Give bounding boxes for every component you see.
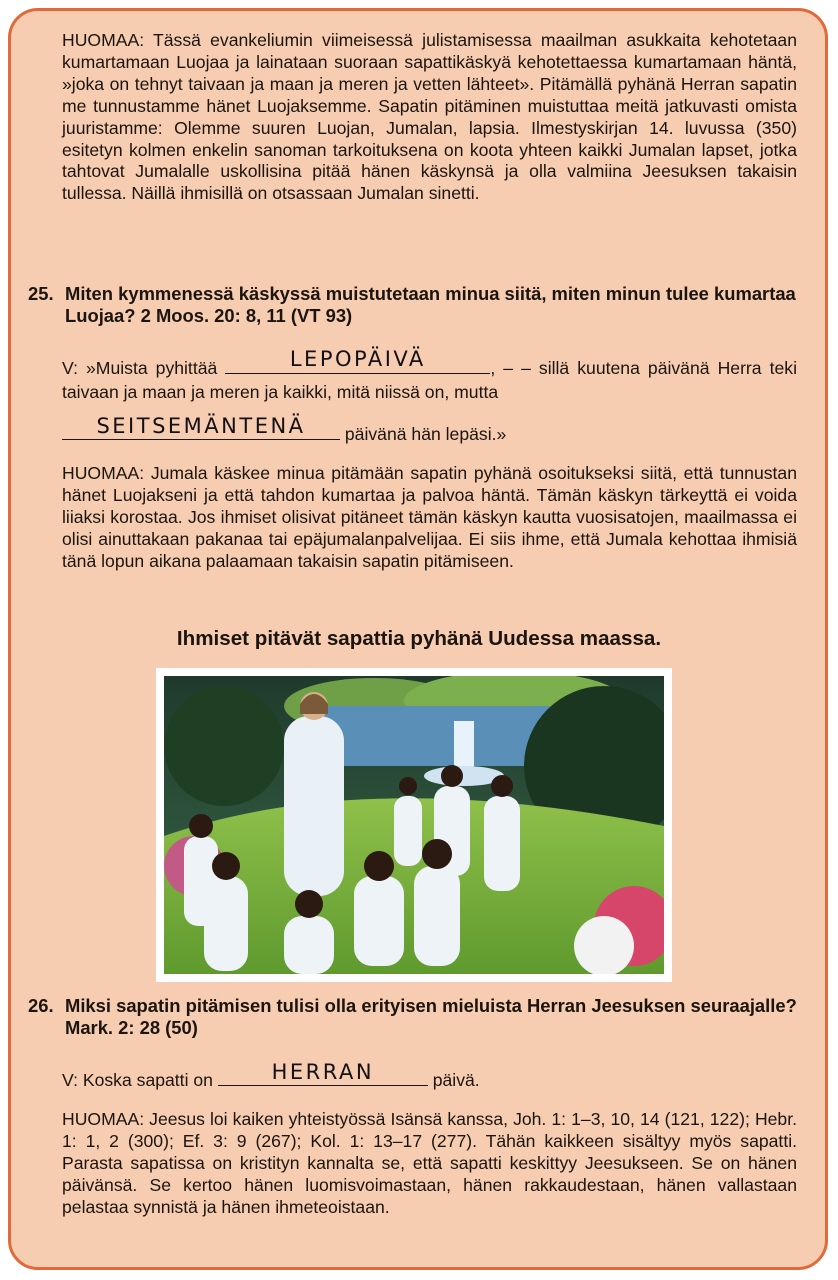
handwritten-answer-3: HERRAN: [271, 1060, 375, 1084]
answer-25-prefix: V: »Muista pyhittää: [62, 358, 218, 378]
answer-26-blank: [218, 1060, 428, 1086]
answer-26-prefix: V: Koska sapatti on: [62, 1070, 213, 1090]
answer-25-suffix: päivänä hän lepäsi.»: [344, 424, 507, 444]
question-26: [28, 995, 803, 1039]
illustration-caption: Ihmiset pitävät sapattia pyhänä Uudessa maassa.: [176, 627, 662, 650]
handwritten-answer-2: SEITSEMÄNTENÄ: [96, 414, 306, 438]
note-paragraph-2: HUOMAA: Jumala käskee minua pitämään sapatin pyhänä osoitukseksi siitä, että tunnustan hänet Luojakseni ja että tahdon kumartaa ja palvoa häntä. Tämän käskyn tärkeyttä ei voida liiaksi korostaa. Jos ihmiset olisivat pitäneet tämän käskyn kautta vuosisatojen, maailmassa ei olisi ainuttakaan pakanaa tai epäjumalanpalvelijaa. Ei siis ihme, että Jumala kehottaa ihmisiä tänä lopun aikana palaamaan takaisin sapatin pitämiseen.: [62, 463, 797, 571]
answer-25-blank-2: [62, 414, 340, 440]
question-25-text: Miten kymmenessä käskyssä muistutetaan minua siitä, miten minun tulee kumartaa Luojaa? 2 Moos. 20: 8, 11 (VT 93): [65, 283, 796, 326]
question-25: [28, 283, 803, 327]
note-paragraph-3: HUOMAA: Jeesus loi kaiken yhteistyössä Isänsä kanssa, Joh. 1: 1–3, 10, 14 (121, 122); Hebr. 1: 1, 2 (300); Ef. 3: 9 (267); Kol. 1: 13–17 (277). Tähän kaikkeen sisältyy myös sapatti. Parasta sapatissa on kristityn kannalta se, että sapatti keskittyy Jeesukseen. Se on hänen päivänsä. Se kertoo hänen luomisvoimastaan, hänen rakkaudestaan, hänen vallastaan pelastaa synnistä ja hänen ihmeteoistaan.: [62, 1109, 797, 1217]
question-26-text: Miksi sapatin pitämisen tulisi olla erityisen mieluista Herran Jeesuksen seuraajalle? Mark. 2: 28 (50): [65, 995, 797, 1038]
illustration-jesus-with-children: [164, 676, 664, 974]
answer-26-line: [62, 1060, 480, 1091]
answer-26-suffix: päivä.: [432, 1070, 480, 1090]
illustration-frame: [156, 668, 672, 982]
question-26-number: 26.: [28, 995, 54, 1016]
answer-25-blank-1: [225, 347, 490, 374]
note-paragraph-1: HUOMAA: Tässä evankeliumin viimeisessä julistamisessa maailman asukkaita kehotetaan kumartamaan Luojaa ja lainataan suoraan sapattikäskyä kehotettaessa kumartamaan häntä, »joka on tehnyt taivaan ja maan ja meren ja vetten lähteet». Pitämällä pyhänä Herran sapatin me tunnustamme hänet Luojaksemme. Sapatin pitäminen muistuttaa meitä jatkuvasti omista juuristamme: Olemme suuren Luojan, Jumalan, lapsia. Ilmestyskirjan 14. luvussa (350) esitetyn kolmen enkelin sanoman tarkoituksena on koota yhteen kaikki Jumalan lapset, jotka tahtovat Jumalalle uskollisina pitää hänen käskynsä ja olla valmiina Jeesuksen takaisin tullessa. Näillä ihmisillä on otsassaan Jumalan sinetti.: [62, 30, 797, 204]
answer-25-paragraph: [62, 347, 797, 404]
handwritten-answer-1: LEPOPÄIVÄ: [289, 347, 426, 371]
question-25-number: 25.: [28, 283, 54, 304]
answer-25-line-3: [62, 414, 507, 445]
answer-25-middle: , – – sillä kuutena päivänä Herra teki taivaan ja maan ja meren ja kaikki, mitä niissä on, mutta: [62, 358, 797, 402]
